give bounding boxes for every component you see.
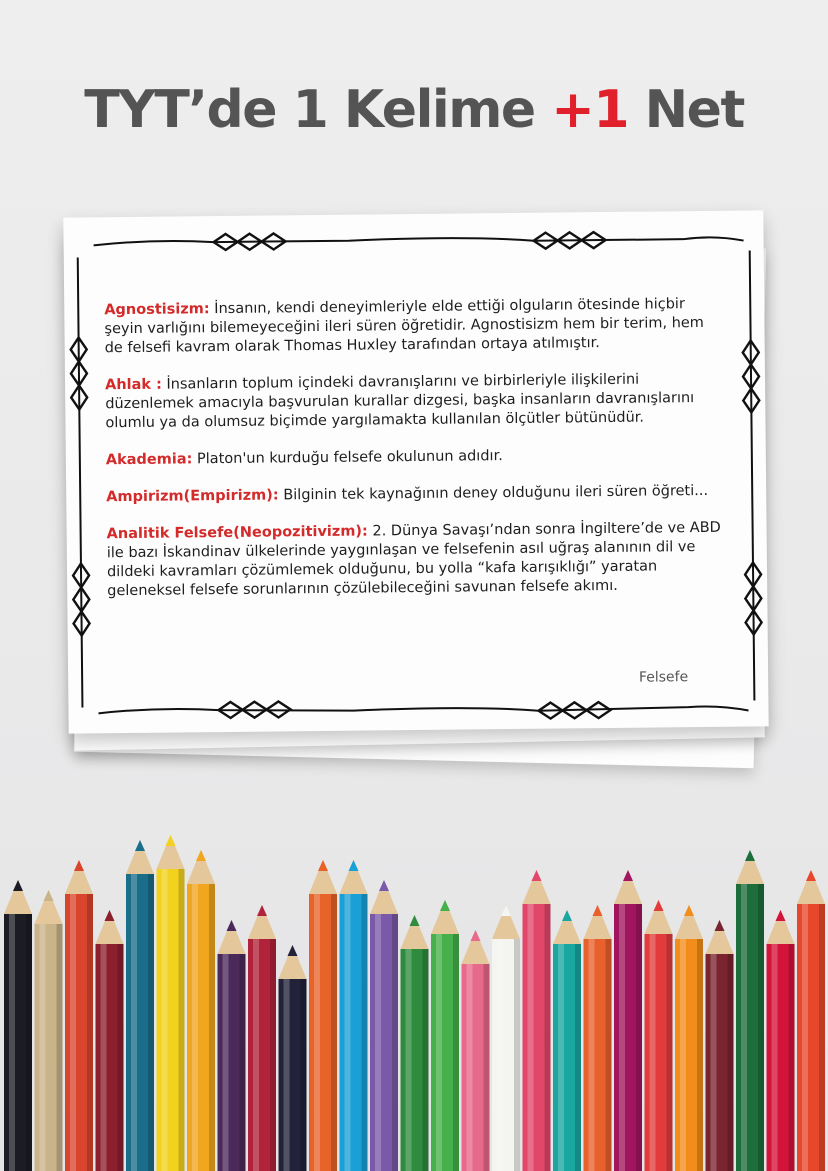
pencil — [279, 945, 307, 1171]
glossary-entry — [106, 445, 726, 470]
colored-pencils-decoration — [0, 820, 828, 1171]
pencil — [706, 920, 734, 1171]
pencil — [35, 890, 63, 1171]
pencil — [218, 920, 246, 1171]
pencil — [584, 905, 612, 1171]
pencil — [645, 900, 673, 1171]
entry-definition: 2. Dünya Savaşı’ndan sonra İngiltere’de ve ABD ile bazı İskandinav ülkelerinde yaygınlaşan ve felsefenin asıl uğraş alanının dil ve dildeki kavramları çözümlemek olduğunu, bu yolla “kafa karışıklığı” yaratan geleneksel felsefe sorunlarının çözülebileceğini savunan felsefe akımı. — [106, 519, 721, 600]
entry-term: Agnostisizm: — [104, 301, 210, 319]
pencil — [96, 910, 124, 1171]
pencil — [523, 870, 551, 1171]
title-prefix: TYT’de 1 Kelime — [84, 80, 552, 140]
pencil — [553, 910, 581, 1171]
pencil — [401, 915, 429, 1171]
pencil — [187, 850, 215, 1171]
pencil — [431, 900, 459, 1171]
page-title — [0, 80, 828, 140]
pencil — [767, 910, 795, 1171]
pencil — [157, 835, 185, 1171]
entry-term: Ampirizm(Empirizm): — [106, 487, 279, 506]
pencil — [370, 880, 398, 1171]
title-suffix: Net — [628, 80, 744, 140]
subject-label: Felsefe — [638, 669, 689, 686]
entry-term: Analitik Felsefe(Neopozitivizm): — [106, 523, 368, 543]
entry-term: Ahlak : — [104, 376, 162, 394]
pencil — [797, 870, 825, 1171]
pencil — [4, 880, 32, 1171]
pencil — [462, 930, 490, 1171]
pencil — [492, 905, 520, 1171]
pencil — [736, 850, 764, 1171]
glossary-content — [104, 295, 727, 619]
pencil — [248, 905, 276, 1171]
entry-definition: İnsanın, kendi deneyimleriyle elde ettiği olguların ötesinde hiçbir şeyin varlığını bilemeyeceğini ileri süren öğretidir. Agnostisizm hem bir terim, hem de felsefi kavram olarak Thomas Huxley tarafından ortaya atılmıştır. — [104, 296, 704, 357]
pencil — [309, 860, 337, 1171]
entry-term: Akademia: — [105, 451, 193, 469]
entry-definition: Platon'un kurduğu felsefe okulunun adıdır. — [192, 448, 503, 468]
pencil — [614, 870, 642, 1171]
entry-definition: İnsanların toplum içindeki davranışlarını ve birbirleriyle ilişkilerini düzenlemek amacıyla başvurulan kurallar dizgesi, başka insanların davranışlarını olumlu ya da olumsuz biçimde yargılamakta kullanılan ölçütler bütünüdür. — [105, 371, 695, 432]
title-accent: +1 — [551, 80, 629, 140]
pencil — [126, 840, 154, 1171]
glossary-entry — [107, 519, 728, 601]
glossary-entry — [105, 370, 726, 433]
glossary-card — [63, 210, 768, 733]
pencil — [65, 860, 93, 1171]
entry-definition: Bilginin tek kaynağının deney olduğunu ileri süren öğreti... — [278, 482, 709, 504]
pencil — [340, 860, 368, 1171]
glossary-entry — [106, 482, 726, 507]
pencil — [675, 905, 703, 1171]
glossary-entry — [104, 295, 725, 358]
